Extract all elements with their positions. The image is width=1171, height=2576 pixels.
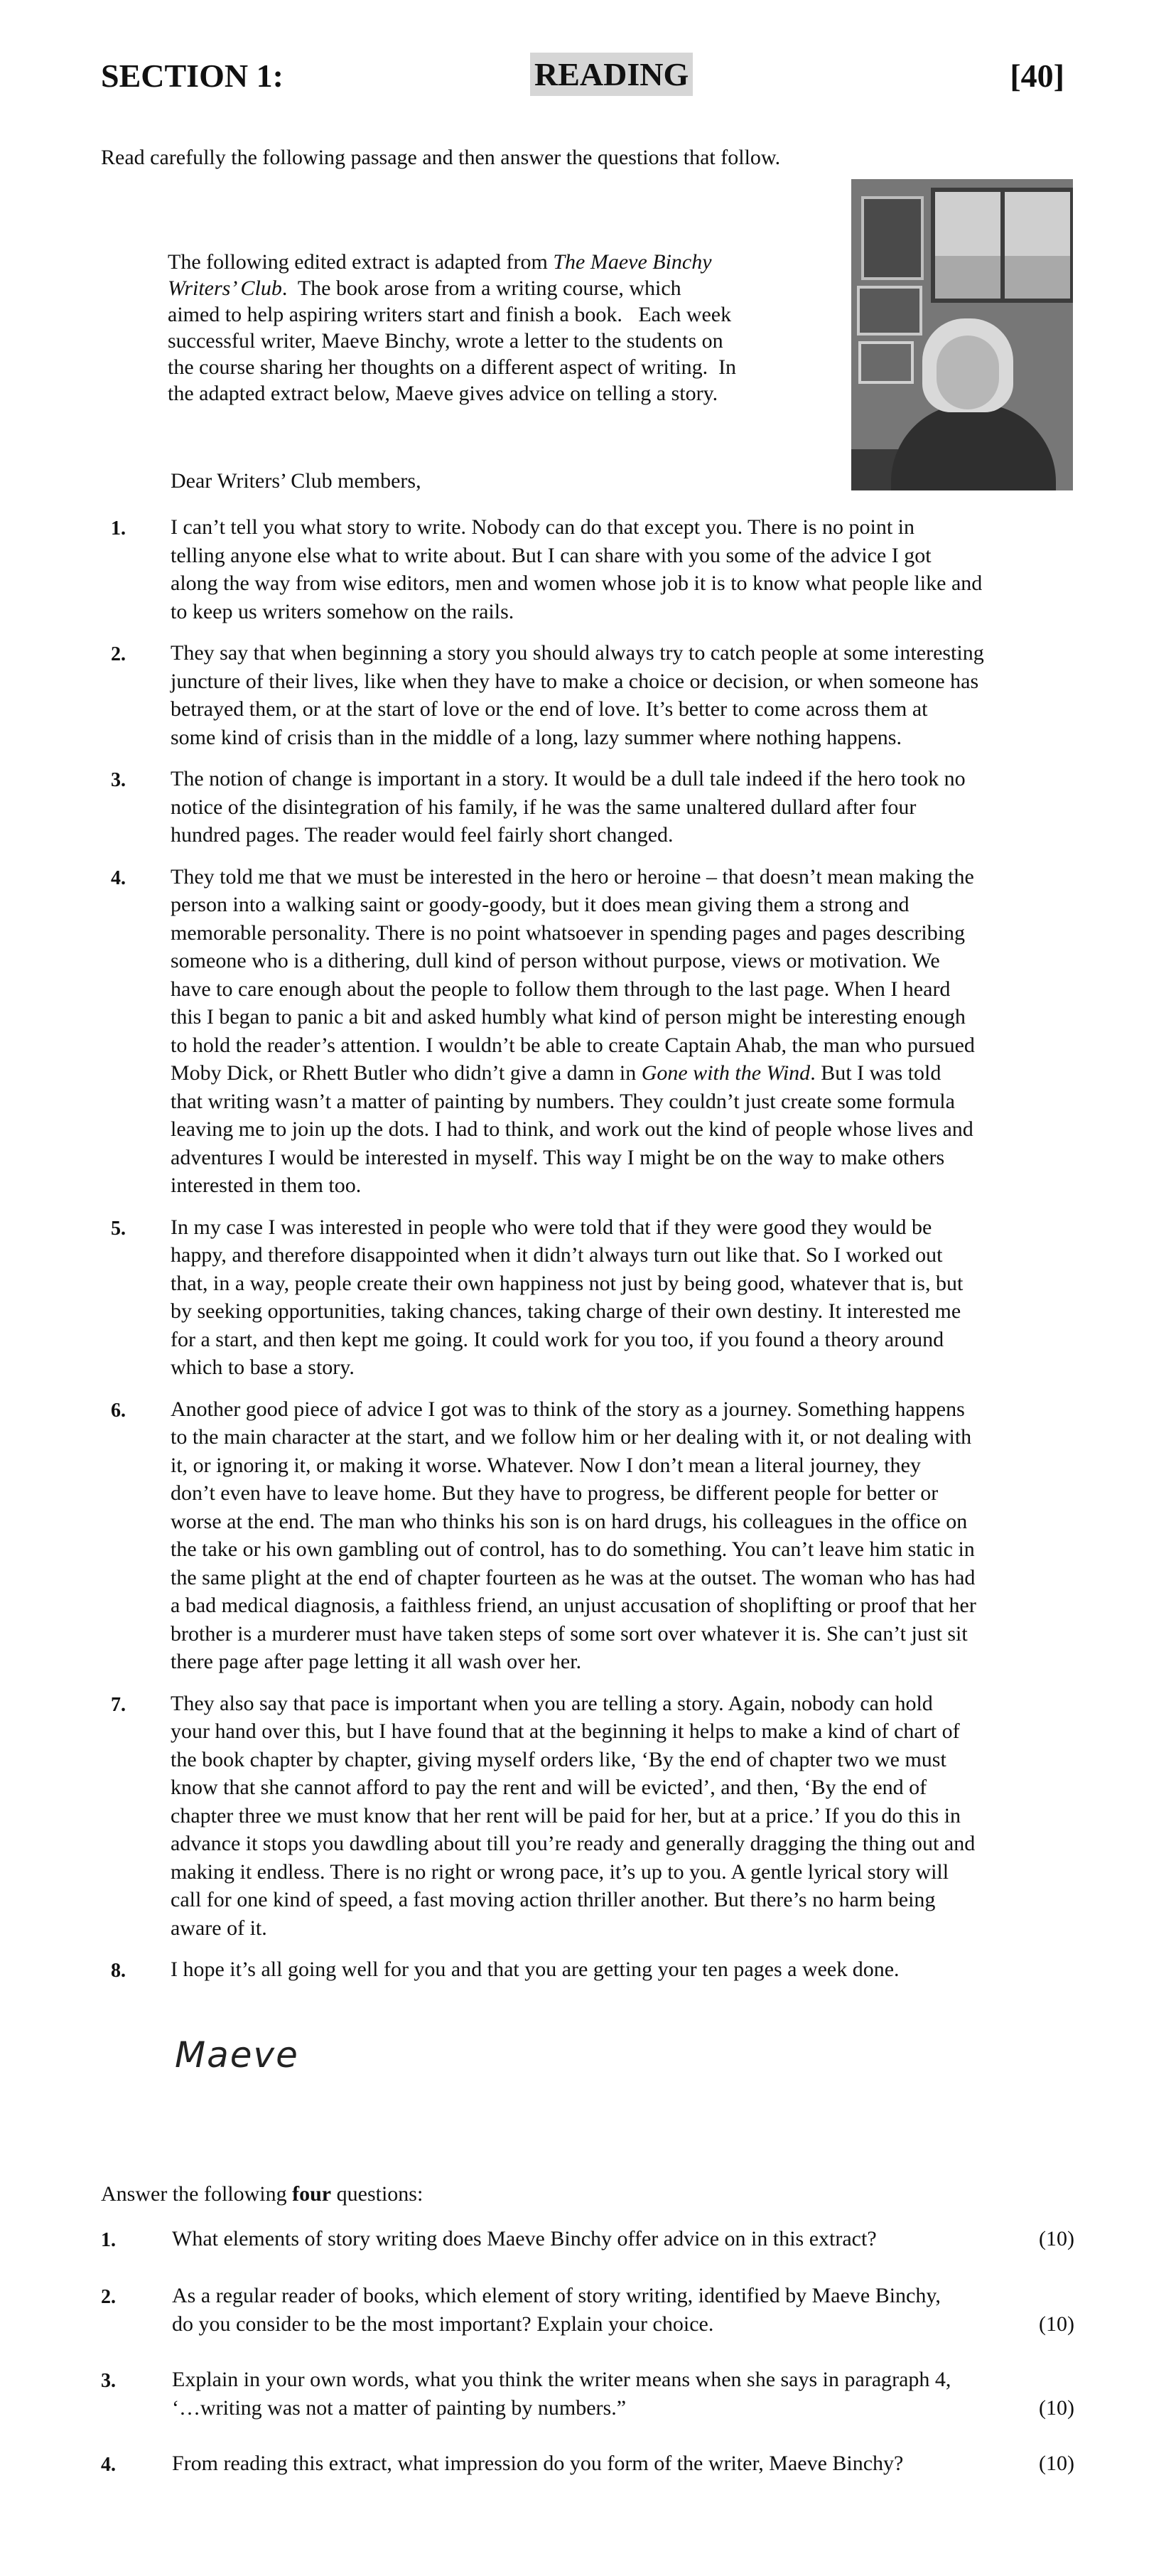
paragraph-line: betrayed them, or at the start of love or the end of love. It’s better to come across them at [171,697,928,721]
paragraph [101,765,1080,849]
paragraph-line: They say that when beginning a story you should always try to catch people at some interesting [171,641,984,665]
question-marks: (10) [1039,2396,1074,2420]
paragraph-line: interested in them too. [171,1174,362,1197]
question-number: 3. [101,2370,116,2392]
question-line: ‘…writing was not a matter of painting by numbers.” [172,2396,627,2420]
intro-line: successful writer, Maeve Binchy, wrote a letter to the students on [168,329,723,353]
paragraph-line: worse at the end. The man who thinks his son is on hard drugs, his colleagues in the office on [171,1509,968,1533]
paragraph-line: the take or his own gambling out of control, has to do something. You can’t leave him static in [171,1537,975,1561]
question-line: What elements of story writing does Maeve Binchy offer advice on in this extract? [172,2227,877,2250]
intro-line: the adapted extract below, Maeve gives advice on telling a story. [168,382,718,405]
paragraph-line: some kind of crisis than in the middle of a long, lazy summer where nothing happens. [171,725,902,749]
paragraph-line: by seeking opportunities, taking chances, taking charge of their own destiny. It interested me [171,1299,961,1323]
paragraph-line: your hand over this, but I have found that at the beginning it helps to make a kind of chart of [171,1719,960,1743]
paragraph-line: making it endless. There is no right or wrong pace, it’s up to you. A gentle lyrical story will [171,1859,949,1884]
paragraph-number: 8. [111,1960,126,1982]
paragraph-number: 7. [111,1693,126,1716]
paragraph-line: memorable personality. There is no point whatsoever in spending pages and pages describing [171,921,966,945]
question-line: From reading this extract, what impression do you form of the writer, Maeve Binchy? [172,2452,904,2475]
paragraph-line: advance it stops you dawdling about till you’re ready and generally dragging the thing out and [171,1832,976,1855]
paragraph-line: They told me that we must be interested in the hero or heroine – that doesn’t mean making the [171,864,974,889]
intro-line: The following edited extract is adapted from The Maeve Binchy [168,250,712,274]
paragraph-line: hundred pages. The reader would feel fairly short changed. [171,823,674,847]
paragraph-number: 6. [111,1399,126,1422]
question-number: 2. [101,2286,116,2308]
paragraph-line: have to care enough about the people to follow them through to the last page. When I heard [171,977,951,1001]
paragraph-line: happy, and therefore disappointed when it didn’t always turn out like that. So I worked out [171,1243,943,1267]
question-number: 1. [101,2229,116,2251]
paragraph-line: the book chapter by chapter, giving myself orders like, ‘By the end of chapter two we must [171,1747,946,1771]
question [101,2282,1074,2339]
question-number: 4. [101,2454,116,2476]
intro-paragraph [168,249,829,407]
paragraph-line: someone who is a dithering, dull kind of person without purpose, views or motivation. We [171,949,940,972]
intro-line: aimed to help aspiring writers start and finish a book. Each week [168,303,732,326]
paragraph-number: 3. [111,769,126,791]
paragraph-line: that writing wasn’t a matter of painting by numbers. They couldn’t just create some formula [171,1089,955,1113]
paragraph-line: to the main character at the start, and we follow him or her dealing with it, or not dealing with [171,1425,972,1449]
paragraph [101,1955,1080,1984]
paragraph-line: They also say that pace is important when you are telling a story. Again, nobody can hold [171,1691,933,1715]
paragraph-line: along the way from wise editors, men and women whose job it is to know what people like and [171,571,983,595]
paragraph-line: person into a walking saint or goody-goody, but it does mean giving them a strong and [171,893,910,916]
paragraph [101,1395,1080,1676]
paragraph-line: call for one kind of speed, a fast moving action thriller another. But there’s no harm being [171,1888,936,1911]
paragraph-line: telling anyone else what to write about. But I can share with you some of the advice I got [171,543,932,567]
paragraph-line: for a start, and then kept me going. It could work for you too, if you found a theory around [171,1327,944,1351]
paragraph-line: I can’t tell you what story to write. Nobody can do that except you. There is no point in [171,515,914,539]
questions-intro: Answer the following four questions: [101,2182,423,2206]
author-photo [851,179,1073,490]
intro-line: Writers’ Club. The book arose from a writing course, which [168,277,681,300]
paragraph-line: The notion of change is important in a story. It would be a dull tale indeed if the hero took no [171,767,966,790]
question-marks: (10) [1039,2452,1074,2475]
question-marks: (10) [1039,2227,1074,2250]
paragraph [101,1213,1080,1382]
paragraph-line: a bad medical diagnosis, a faithless friend, an unjust accusation of shoplifting or proof that her [171,1594,976,1617]
section-marks: [40] [1010,58,1064,94]
paragraph-line: there page after page letting it all wash over her. [171,1650,582,1673]
paragraph-line: I hope it’s all going well for you and that you are getting your ten pages a week done. [171,1958,900,1981]
paragraph-line: this I began to panic a bit and asked humbly what kind of person might be interesting enough [171,1005,966,1029]
paragraph-line: to keep us writers somehow on the rails. [171,599,514,623]
paragraph-line: to hold the reader’s attention. I wouldn’t be able to create Captain Ahab, the man who pursued [171,1033,975,1057]
questions-list [101,2225,1074,2478]
question [101,2225,1074,2253]
paragraph-line: Another good piece of advice I got was to think of the story as a journey. Something happens [171,1397,965,1421]
paragraph-number: 4. [111,866,126,889]
paragraph-line: notice of the disintegration of his family, if he was the same unaltered dullard after four [171,795,917,819]
section-title: READING [530,53,693,96]
question-line: As a regular reader of books, which element of story writing, identified by Maeve Binchy, [172,2284,941,2307]
letter-salutation: Dear Writers’ Club members, [171,469,421,493]
paragraph-line: which to base a story. [171,1356,355,1379]
paragraph-line: the same plight at the end of chapter fourteen as he was at the outset. The woman who has had [171,1565,976,1589]
paragraph-number: 2. [111,643,126,665]
paragraph-line: juncture of their lives, like when they have to make a choice or decision, or when someone has [171,669,979,693]
intro-line: the course sharing her thoughts on a different aspect of writing. In [168,355,737,379]
paragraph [101,639,1080,751]
section-number: SECTION 1: [101,58,284,94]
paragraph-number: 5. [111,1217,126,1240]
question [101,2366,1074,2422]
paragraph-line: aware of it. [171,1916,267,1940]
paragraph-number: 1. [111,517,126,540]
paragraph-line: know that she cannot afford to pay the rent and will be evicted’, and then, ‘By the end of [171,1776,927,1799]
paragraph-line: chapter three we must know that her rent will be paid for her, but at a price.’ If you do this in [171,1803,961,1828]
reading-instruction: Read carefully the following passage and then answer the questions that follow. [101,146,781,169]
question [101,2449,1074,2478]
paragraph-line: leaving me to join up the dots. I had to think, and work out the kind of people whose lives and [171,1117,973,1141]
signature: Maeve [175,2034,299,2076]
paragraph [101,513,1080,626]
paragraph [101,1690,1080,1943]
paragraph-line: don’t even have to leave home. But they have to progress, be different people for better or [171,1481,939,1505]
letter-body [101,513,1080,1997]
paragraph-line: Moby Dick, or Rhett Butler who didn’t give a damn in Gone with the Wind. But I was told [171,1061,941,1085]
section-header [101,51,1064,101]
paragraph-line: that, in a way, people create their own happiness not just by being good, whatever that is, but [171,1271,964,1295]
question-line: Explain in your own words, what you think the writer means when she says in paragraph 4, [172,2368,951,2391]
paragraph-line: adventures I would be interested in myself. This way I might be on the way to make others [171,1145,945,1169]
question-marks: (10) [1039,2312,1074,2336]
paragraph [101,863,1080,1200]
paragraph-line: In my case I was interested in people who were told that if they were good they would be [171,1215,932,1239]
question-line: do you consider to be the most important? Explain your choice. [172,2312,714,2336]
paragraph-line: brother is a murderer must have taken steps of some sort over whatever it is. She can’t just sit [171,1621,968,1646]
paragraph-line: it, or ignoring it, or making it worse. Whatever. Now I don’t mean a literal journey, they [171,1453,921,1477]
